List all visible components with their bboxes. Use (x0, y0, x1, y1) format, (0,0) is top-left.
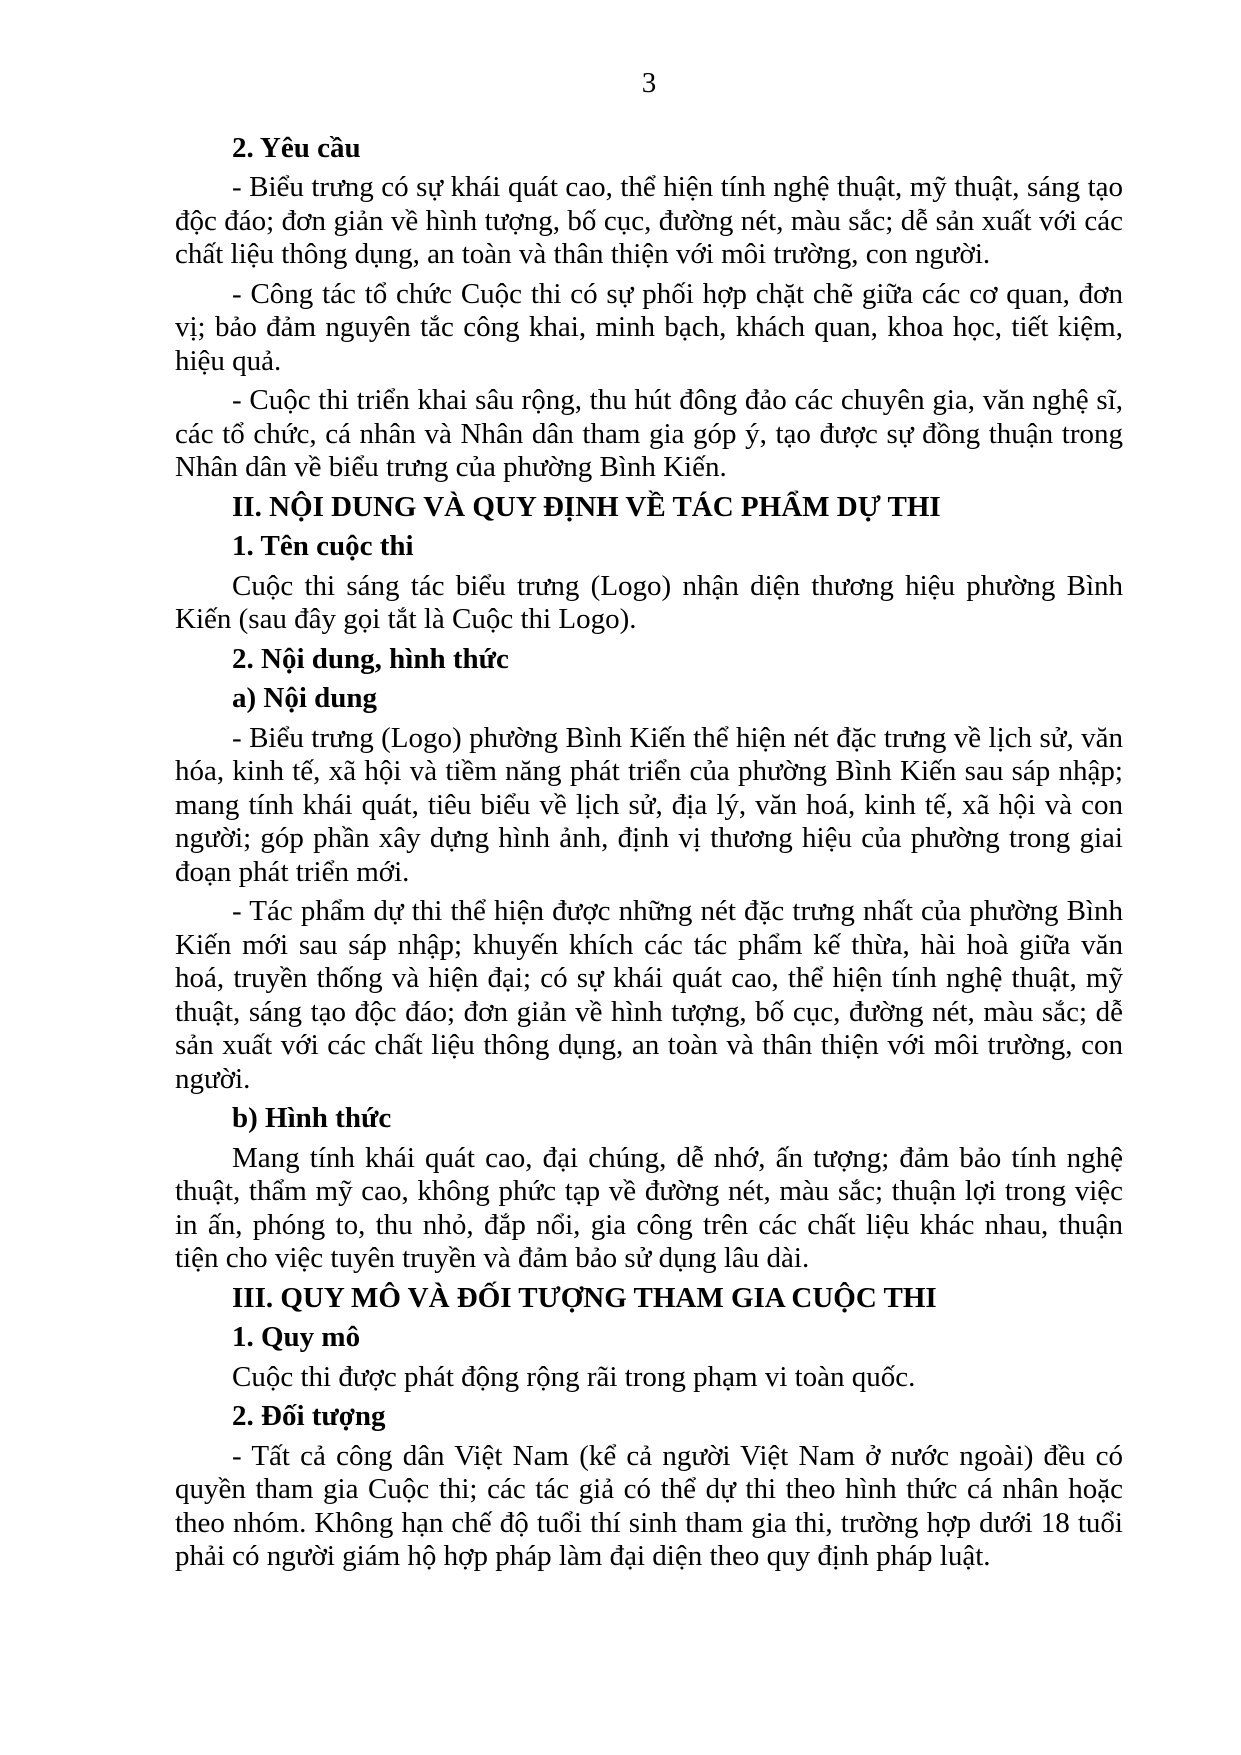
section-heading: b) Hình thức (232, 1102, 392, 1134)
page-number: 3 (641, 67, 657, 99)
paragraph: - Tất cả công dân Việt Nam (kể cả người Việt Nam ở nước ngoài) đều có quyền tham gia Cuộc thi; các tác giả có thể dự thi theo hình thức cá nhân hoặc theo nhóm. Không hạn chế độ tuổi thí sinh tham gia thi, trường hợp dưới 18 tuổi phải có người giám hộ hợp pháp làm đại diện theo quy định pháp luật. (175, 1439, 1123, 1572)
paragraph: - Biểu trưng (Logo) phường Bình Kiến thể hiện nét đặc trưng về lịch sử, văn hóa, kinh tế, xã hội và tiềm năng phát triển của phường Bình Kiến sau sáp nhập; mang tính khái quát, tiêu biểu về lịch sử, địa lý, văn hoá, kinh tế, xã hội và con người; góp phần xây dựng hình ảnh, định vị thương hiệu của phường trong giai đoạn phát triển mới. (175, 721, 1123, 888)
paragraph: Mang tính khái quát cao, đại chúng, dễ nhớ, ấn tượng; đảm bảo tính nghệ thuật, thẩm mỹ cao, không phức tạp về đường nét, màu sắc; thuận lợi trong việc in ấn, phóng to, thu nhỏ, đắp nổi, gia công trên các chất liệu khác nhau, thuận tiện cho việc tuyên truyền và đảm bảo sử dụng lâu dài. (175, 1141, 1123, 1274)
section-heading: III. QUY MÔ VÀ ĐỐI TƯỢNG THAM GIA CUỘC THI (232, 1281, 937, 1314)
paragraph: Cuộc thi sáng tác biểu trưng (Logo) nhận diện thương hiệu phường Bình Kiến (sau đây gọi tắt là Cuộc thi Logo). (175, 569, 1123, 635)
section-heading: 2. Nội dung, hình thức (232, 642, 509, 675)
section-heading: 1. Tên cuộc thi (232, 530, 414, 562)
paragraph: - Cuộc thi triển khai sâu rộng, thu hút đông đảo các chuyên gia, văn nghệ sĩ, các tổ chức, cá nhân và Nhân dân tham gia góp ý, tạo được sự đồng thuận trong Nhân dân về biểu trưng của phường Bình Kiến. (175, 384, 1123, 483)
section-heading: 2. Đối tượng (232, 1400, 386, 1432)
paragraph: - Công tác tổ chức Cuộc thi có sự phối hợp chặt chẽ giữa các cơ quan, đơn vị; bảo đảm nguyên tắc công khai, minh bạch, khách quan, khoa học, tiết kiệm, hiệu quả. (175, 277, 1123, 377)
document-body (175, 132, 1123, 1574)
paragraph: - Biểu trưng có sự khái quát cao, thể hiện tính nghệ thuật, mỹ thuật, sáng tạo độc đáo; đơn giản về hình tượng, bố cục, đường nét, màu sắc; dễ sản xuất với các chất liệu thông dụng, an toàn và thân thiện với môi trường, con người. (175, 171, 1123, 270)
section-heading: II. NỘI DUNG VÀ QUY ĐỊNH VỀ TÁC PHẨM DỰ THI (232, 490, 941, 523)
section-heading: a) Nội dung (232, 682, 378, 714)
section-heading: 1. Quy mô (232, 1321, 361, 1353)
paragraph: - Tác phẩm dự thi thể hiện được những nét đặc trưng nhất của phường Bình Kiến mới sau sáp nhập; khuyến khích các tác phẩm kế thừa, hài hoà giữa văn hoá, truyền thống và hiện đại; có sự khái quát cao, thể hiện tính nghệ thuật, mỹ thuật, sáng tạo độc đáo; đơn giản về hình tượng, bố cục, đường nét, màu sắc; dễ sản xuất với các chất liệu thông dụng, an toàn và thân thiện với môi trường, con người. (175, 895, 1123, 1095)
paragraph: Cuộc thi được phát động rộng rãi trong phạm vi toàn quốc. (232, 1360, 916, 1393)
section-heading: 2. Yêu cầu (232, 131, 361, 164)
